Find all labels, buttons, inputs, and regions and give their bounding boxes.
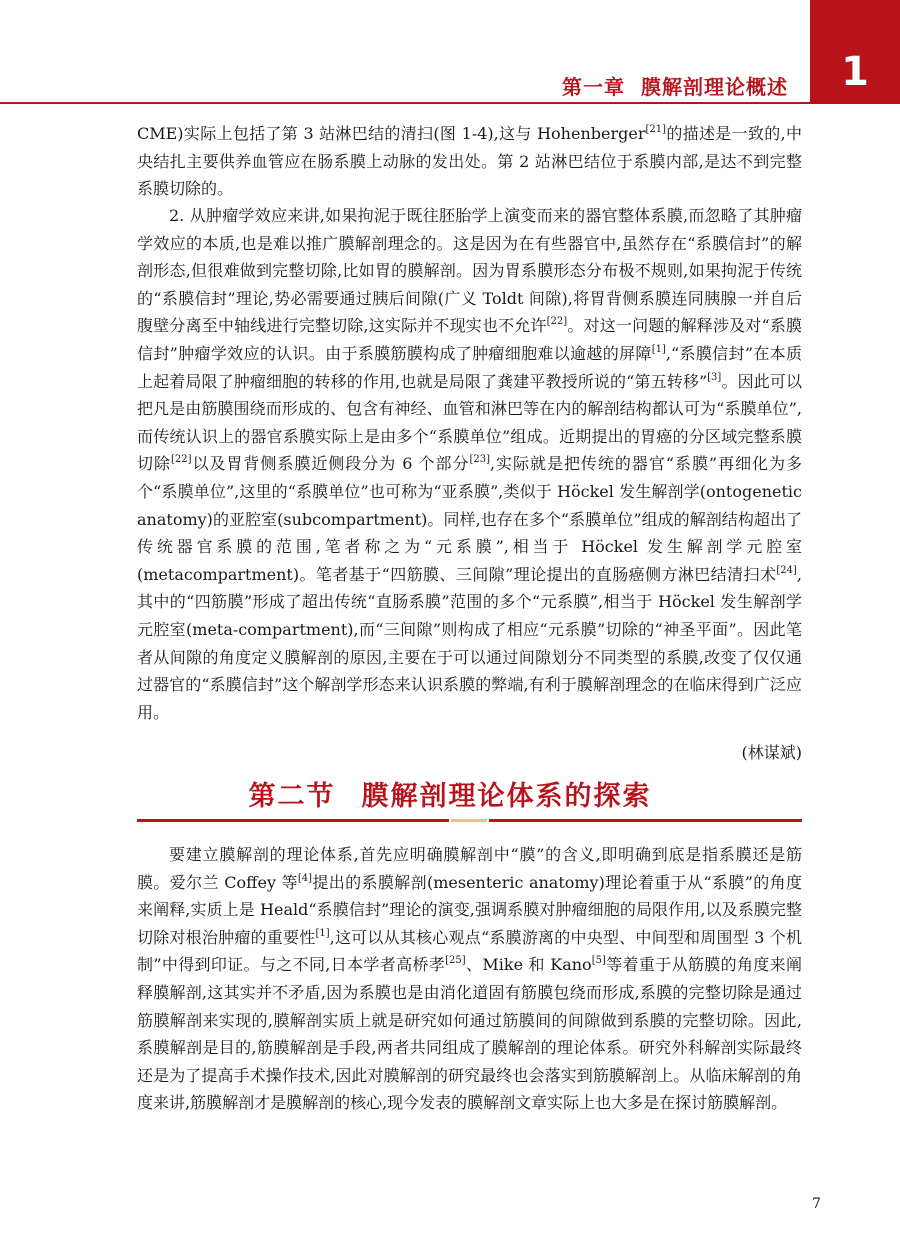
chapter-name: 膜解剖理论概述 xyxy=(641,75,788,99)
section-heading xyxy=(0,774,900,813)
text: 、Mike 和 Kano xyxy=(465,955,592,975)
section-rule-left xyxy=(137,819,449,822)
chapter-number: 1 xyxy=(841,49,869,95)
paragraph-3 xyxy=(137,841,802,1117)
section-rule-right xyxy=(489,819,802,822)
text: ,其中的“四筋膜”形成了超出传统“直肠系膜”范围的多个“元系膜”,相当于 Höckel 发生解剖学元腔室(meta-compartment),而“三间隙”则构成了相应“元系膜”切除的“神圣平面”。因此笔者从间隙的角度定义膜解剖的原因,主要在于可以通过间隙划分不同类型的系膜,改变了仅仅通过器官的“系膜信封”这个解剖学形态来认识系膜的弊端,有利于膜解剖理念的在临床得到广泛应用。 xyxy=(137,564,802,722)
citation: [23] xyxy=(469,454,490,466)
citation: [22] xyxy=(546,316,568,328)
text: 。对这一问题的解释涉及对“系膜信封”肿瘤学效应的认识。由于系膜筋膜构成了肿瘤细胞难以逾越的屏障 xyxy=(137,316,802,363)
citation: [21] xyxy=(645,124,667,135)
chapter-label: 第一章 xyxy=(562,75,625,99)
citation: [1] xyxy=(315,927,330,939)
text: ,实际就是把传统的器官“系膜”再细化为多个“系膜单位”,这里的“系膜单位”也可称为“亚系膜”,类似于 Höckel 发生解剖学(ontogenetic anatomy)的亚腔室(subcompartment)。同样,也存在多个“系膜单位”组成的解剖结构超出了传统器官系膜的范围,笔者称之为“元系膜”,相当于 Höckel 发生解剖学元腔室(metacompartment)。笔者基于“四筋膜、三间隙”理论提出的直肠癌侧方淋巴结清扫术 xyxy=(137,454,802,584)
citation: [22] xyxy=(170,454,192,466)
text: ,“系膜信封”在本质上起着局限了肿瘤细胞的转移的作用,也就是局限了龚建平教授所说的“第五转移” xyxy=(137,343,802,391)
citation: [5] xyxy=(591,955,606,967)
citation: [3] xyxy=(707,371,722,383)
header-rule xyxy=(0,102,810,104)
citation: [25] xyxy=(445,955,466,967)
citation: [24] xyxy=(776,564,797,576)
paragraph-1 xyxy=(137,120,802,203)
text: 以及胃背侧系膜近侧段分为 6 个部分 xyxy=(191,454,470,474)
paragraph-2 xyxy=(137,202,802,726)
text: 的描述是一致的,中央结扎主要供养血管应在肠系膜上动脉的发出处。第 2 站淋巴结位于系膜内部,是达不到完整系膜切除的。 xyxy=(137,124,802,199)
text: 2. 从肿瘤学效应来讲,如果拘泥于既往胚胎学上演变而来的器官整体系膜,而忽略了其肿瘤学效应的本质,也是难以推广膜解剖理念的。这是因为在有些器官中,虽然存在“系膜信封”的解剖形态,但很难做到完整切除,比如胃的膜解剖。因为胃系膜形态分布极不规则,如果拘泥于传统的“系膜信封”理论,势必需要通过胰后间隙(广义 Toldt 间隙),将胃背侧系膜连同胰腺一并自后腹壁分离至中轴线进行完整切除,这实际并不现实也不允许 xyxy=(137,206,802,336)
text: 提出的系膜解剖(mesenteric anatomy)理论着重于从“系膜”的角度来阐释,实质上是 Heald“系膜信封”理论的演变,强调系膜对肿瘤细胞的局限作用,以及系膜完整切除对根治肿瘤的重要性 xyxy=(137,872,802,947)
text: 等着重于从筋膜的角度来阐释膜解剖,这其实并不矛盾,因为系膜也是由消化道固有筋膜包绕而形成,系膜的完整切除是通过筋膜解剖来实现的,膜解剖实质上就是研究如何通过筋膜间的间隙做到系膜的完整切除。因此,系膜解剖是目的,筋膜解剖是手段,两者共同组成了膜解剖的理论体系。研究外科解剖实际最终还是为了提高手术操作技术,因此对膜解剖的研究最终也会落实到筋膜解剖上。从临床解剖的角度来讲,筋膜解剖才是膜解剖的核心,现今发表的膜解剖文章实际上也大多是在探讨筋膜解剖。 xyxy=(137,955,802,1113)
running-header-title xyxy=(562,71,788,100)
author-attribution: (林谋斌) xyxy=(741,743,802,762)
section-rule-accent xyxy=(451,819,487,822)
page-number: 7 xyxy=(812,1196,821,1212)
text: 。因此可以把凡是由筋膜围绕而形成的、包含有神经、血管和淋巴等在内的解剖结构都认可为“系膜单位”,而传统认识上的器官系膜实际上是由多个“系膜单位”组成。近期提出的胃癌的分区域完整系膜切除 xyxy=(137,371,802,474)
section-number: 第二节 xyxy=(248,781,336,812)
text: CME)实际上包括了第 3 站淋巴结的清扫(图 1-4),这与 Hohenberger xyxy=(137,124,646,143)
text: ,这可以从其核心观点“系膜游离的中央型、中间型和周围型 3 个机制”中得到印证。与之不同,日本学者高桥孝 xyxy=(137,927,802,975)
citation: [4] xyxy=(297,872,313,884)
citation: [1] xyxy=(651,343,666,355)
chapter-tab xyxy=(810,0,900,104)
section-title: 膜解剖理论体系的探索 xyxy=(361,781,652,812)
text: 要建立膜解剖的理论体系,首先应明确膜解剖中“膜”的含义,即明确到底是指系膜还是筋膜。爱尔兰 Coffey 等 xyxy=(137,845,802,892)
